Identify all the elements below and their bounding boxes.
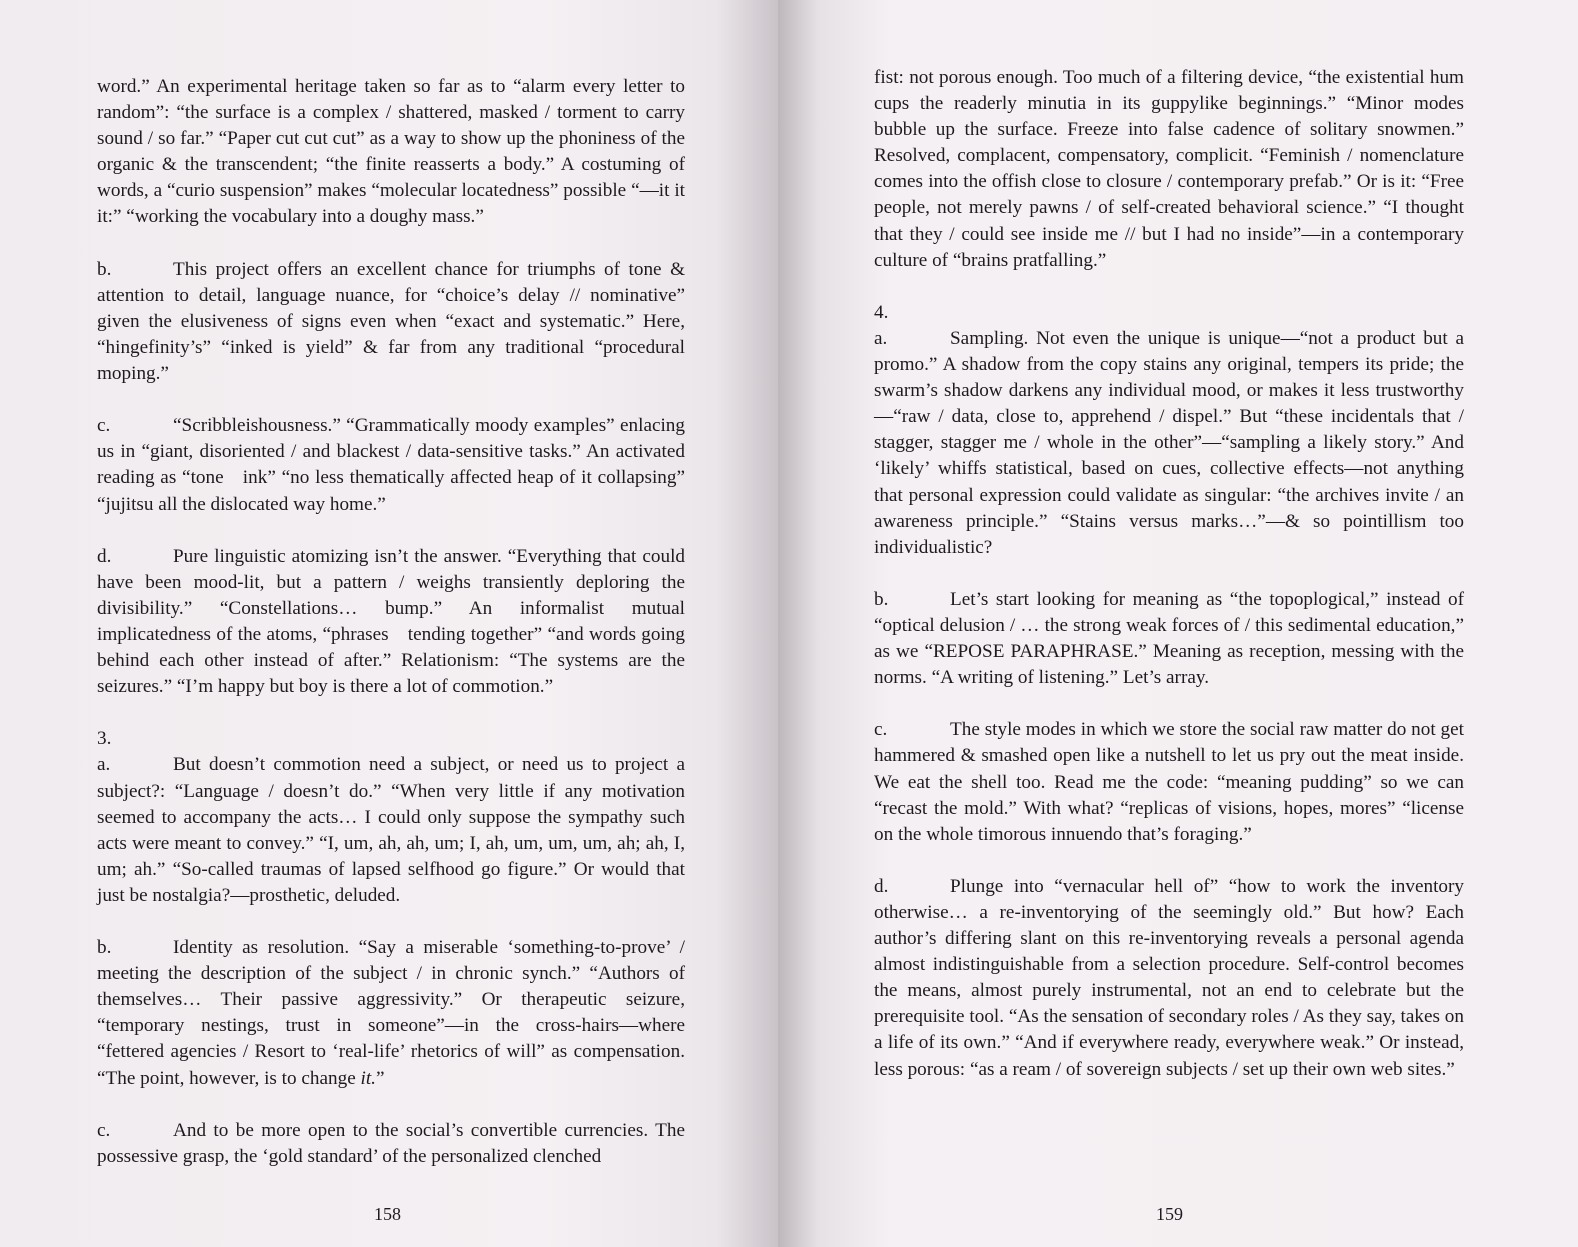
section-number-4: 4. — [874, 301, 889, 323]
paragraph-label: d. — [97, 545, 112, 567]
left-paragraph-c — [97, 413, 685, 517]
paragraph-label: b. — [874, 588, 889, 610]
page-number-left: 158 — [374, 1204, 401, 1224]
paragraph-label: c. — [97, 1119, 111, 1141]
paragraph-label: a. — [874, 327, 888, 349]
section-4-paragraph-a — [874, 326, 1464, 561]
section-3-paragraph-c — [97, 1118, 685, 1170]
paragraph-label: b. — [97, 937, 112, 959]
paragraph-text: Pure linguistic atomizing isn’t the answer. “Everything that could have been mood-lit, but a pattern / weighs transiently deploring the divisibility.” “Constellations… bump.” An informalist mutual implicatedness of the atoms, “phrases tending together” “and words going behind each other instead of after.” Relationism: “The systems are the seizures.” “I’m happy but boy is there a lot of commotion.” — [97, 545, 685, 698]
left-paragraph-d — [97, 544, 685, 701]
section-4-paragraph-b — [874, 587, 1464, 691]
left-page — [0, 0, 778, 1247]
paragraph-text: Plunge into “vernacular hell of” “how to work the inventory otherwise… a re-inventorying of the seemingly old.” But how? Each author’s differing slant on this re-inventorying reveals a personal agenda almost indistinguishable from a selection procedure. Self-control becomes the means, almost purely instrumental, not an end to celebrate but the prerequisite tool. “As the sensation of secondary roles / As they say, takes on a life of its own.” “And if everywhere ready, everywhere weak.” Or instead, less porous: “as a ream / of sovereign subjects / set up their own web sites.” — [874, 875, 1464, 1080]
paragraph-text: The style modes in which we store the social raw matter do not get hammered & smashed open like a nutshell to let us pry out the meat inside. We eat the shell too. Read me the code: “meaning pudding” so we can “recast the mold.” With what? “replicas of visions, hopes, mores” “license on the whole timorous innuendo that’s foraging.” — [874, 719, 1464, 845]
section-4-paragraph-c — [874, 717, 1464, 847]
section-3-paragraph-b — [97, 935, 685, 1092]
paragraph-label: a. — [97, 754, 111, 776]
paragraph-text-end: ” — [375, 1067, 385, 1089]
section-number-3: 3. — [97, 728, 112, 750]
page-number-right: 159 — [1156, 1204, 1183, 1224]
paragraph-text: And to be more open to the social’s convertible currencies. The possessive grasp, the ‘gold standard’ of the personalized clenched — [97, 1119, 685, 1167]
paragraph-text: “Scribbleishousness.” “Grammatically moody examples” enlacing us in “giant, disoriented / and blackest / data-sensitive tasks.” An activated reading as “tone ink” “no less thematically affected heap of it collapsing” “jujitsu all the dislocated way home.” — [97, 415, 685, 515]
paragraph-label: c. — [97, 415, 111, 437]
paragraph-text: This project offers an excellent chance for triumphs of tone & attention to detail, language nuance, for “choice’s delay // nominative” given the elusiveness of signs even when “exact and systematic.” Here, “hingefinity’s” “inked is yield” & far from any traditional “procedural moping.” — [97, 258, 685, 385]
right-page — [778, 0, 1578, 1247]
paragraph-label: c. — [874, 719, 888, 741]
left-paragraph-b — [97, 257, 685, 387]
paragraph-text: Identity as resolution. “Say a miserable ‘something-to-prove’ / meeting the description of the subject / in chronic synch.” “Authors of themselves… Their passive aggressivity.” Or therapeutic seizure, “temporary nestings, trust in someone”—in the cross-hairs—where “fettered agencies / Resort to ‘real-life’ rhetorics of will” as compensation. “The point, however, is to change — [97, 937, 685, 1089]
right-page-body — [874, 65, 1464, 1109]
left-page-body — [97, 74, 685, 1196]
paragraph-label: d. — [874, 875, 889, 897]
paragraph-text: But doesn’t commotion need a subject, or need us to project a subject?: “Language / doesn’t do.” “When very little if any motivation seemed to accompany the acts… I could only suppose the sympathy such acts were meant to convey.” “I, um, ah, ah, um; I, ah, um, um, um, ah; ah, I, um; ah.” “So-called traumas of lapsed selfhood go figure.” Or would that just be nostalgia?—prosthetic, deluded. — [97, 754, 685, 906]
section-3-paragraph-a — [97, 752, 685, 909]
right-opening-paragraph: fist: not porous enough. Too much of a filtering device, “the existential hum cups the readerly minutia in its guppylike beginnings.” “Minor modes bubble up the surface. Freeze into false cadence of solitary snowmen.” Resolved, complacent, compensatory, complicit. “Feminish / nomenclature comes into the offish close to closure / contemporary prefab.” Or is it: “Free people, not merely pawns / of self-created behavioral science.” “I thought that they / could see inside me // but I had no inside”—in a contemporary culture of “brains pratfalling.” — [874, 67, 1464, 271]
paragraph-text: Sampling. Not even the unique is unique—“not a product but a promo.” A shadow from the copy stains any original, tempers its pride; the swarm’s shadow darkens any individual mood, or makes it less trustworthy—“raw / data, close to, apprehend / dispel.” But “these incidentals that / stagger, stagger me / whole in the other”—“sampling a likely story.” And ‘likely’ whiffs statistical, based on cues, collective effects—not anything that personal expression could validate as singular: “the archives invite / an awareness principle.” “Stains versus marks…”—& so pointillism too individualistic? — [874, 327, 1464, 558]
section-4-paragraph-d — [874, 874, 1464, 1083]
italic-word: it. — [360, 1067, 376, 1089]
paragraph-label: b. — [97, 258, 112, 280]
left-opening-paragraph: word.” An experimental heritage taken so far as to “alarm every letter to random”: “the surface is a complex / shattered, masked / torment to carry sound / so far.” “Paper cut cut cut” as a way to show up the phoniness of the organic & the transcendent; “the finite reasserts a body.” A costuming of words, a “curio suspension” makes “molecular locatedness” possible “—it it it:” “working the vocabulary into a doughy mass.” — [97, 76, 685, 228]
paragraph-text: Let’s start looking for meaning as “the topoplogical,” instead of “optical delusion / … the strong weak forces of / this sedimental education,” as we “REPOSE PARAPHRASE.” Meaning as reception, messing with the norms. “A writing of listening.” Let’s array. — [874, 588, 1464, 689]
